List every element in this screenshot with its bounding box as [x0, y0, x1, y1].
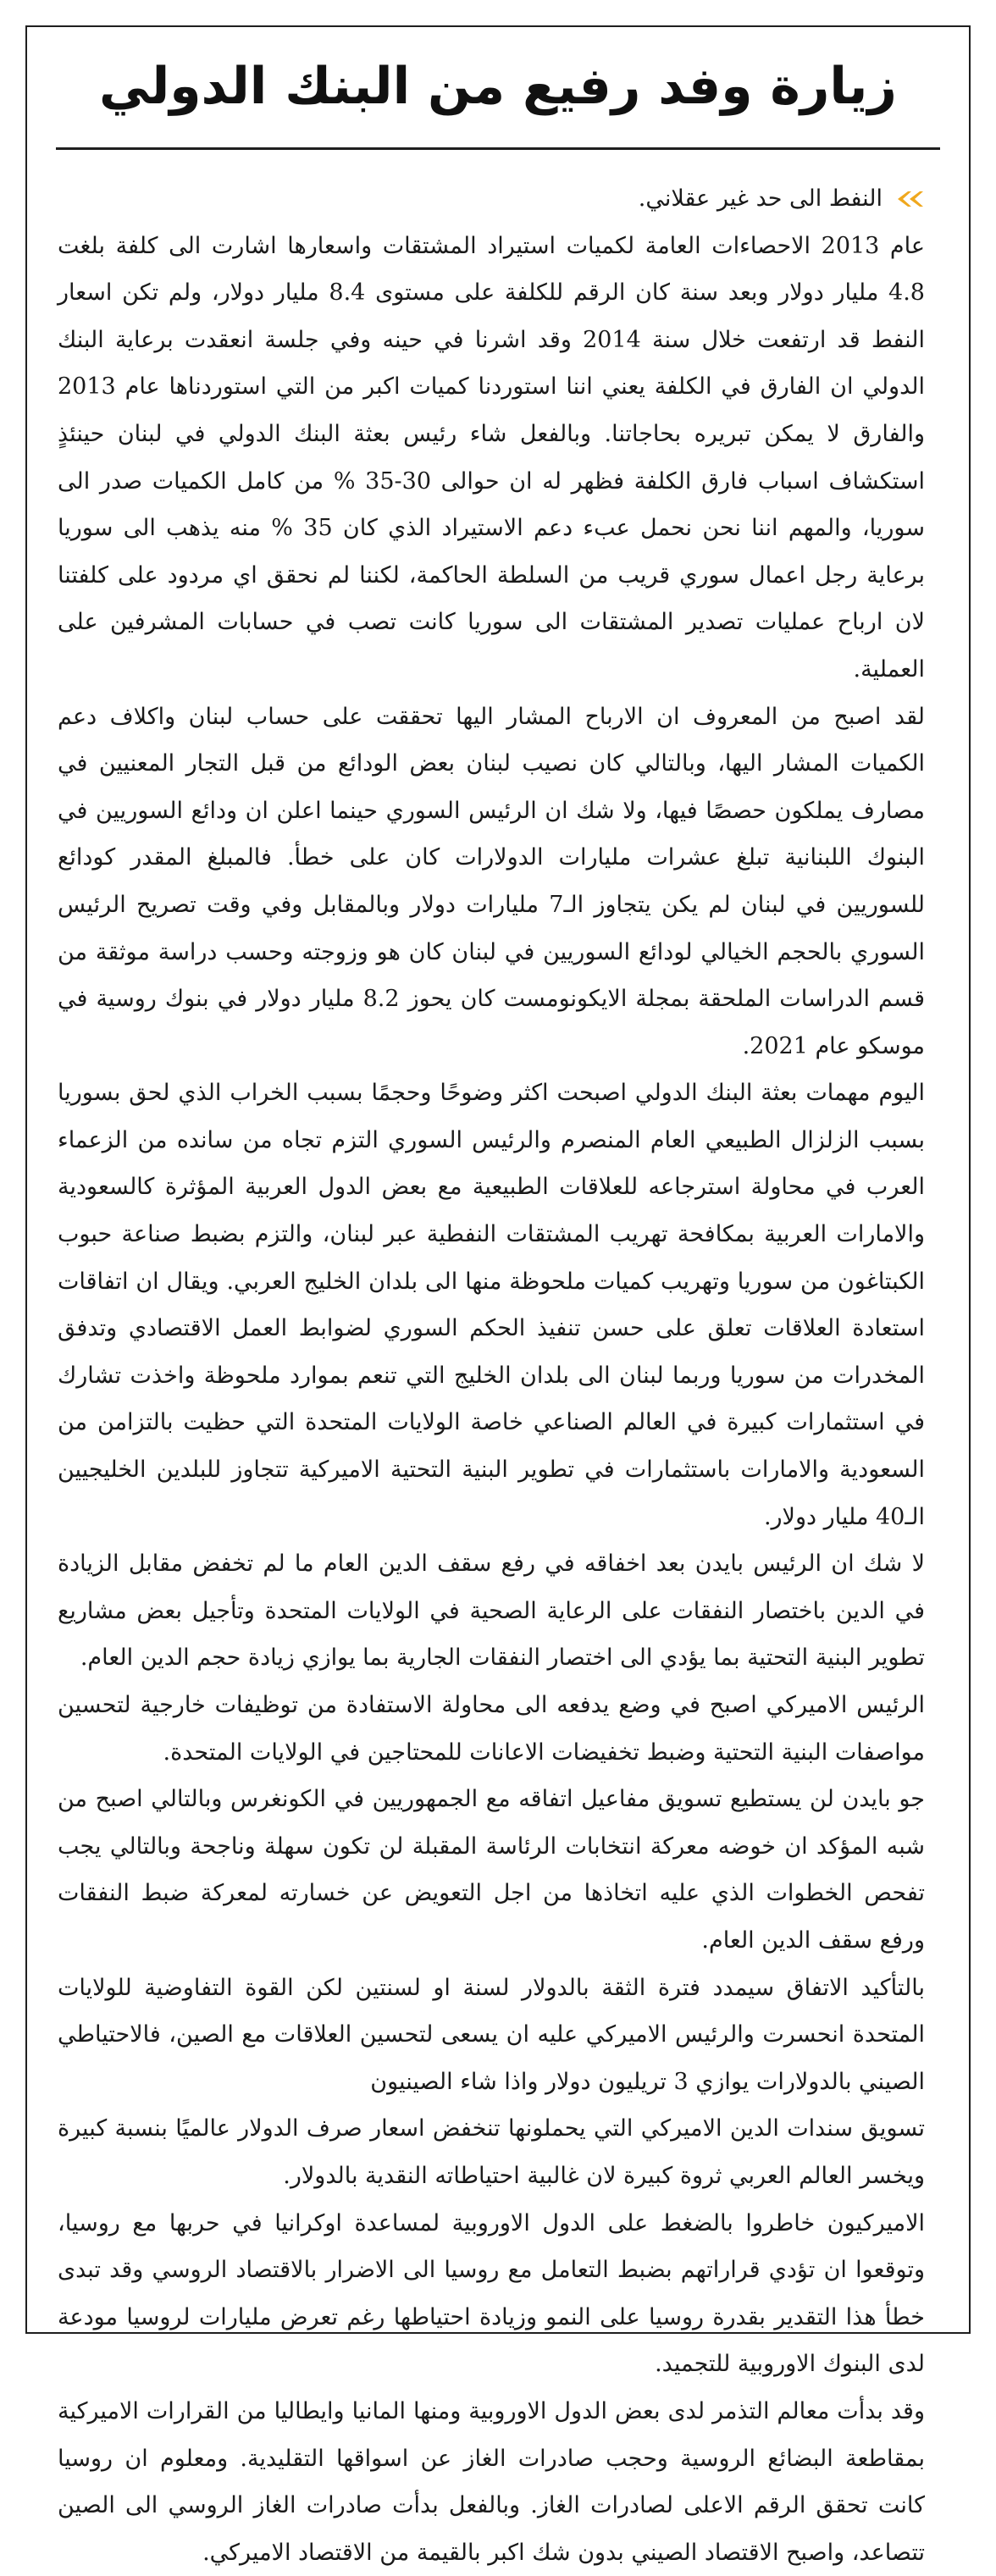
paragraph-6: جو بايدن لن يستطيع تسويق مفاعيل اتفاقه مع الجمهوريين في الكونغرس وبالتالي اصبح من شبه المؤكد ان خوضه معركة انتخابات الرئاسة المقبلة لن تكون سهلة وناجحة وبالتالي يجب تفحص الخطوات الذي عليه اتخاذها من اجل التعويض عن خسارته لمعركة ضبط النفقات ورفع سقف الدين العام. — [58, 1786, 925, 1954]
paragraph-4: لا شك ان الرئيس بايدن بعد اخفاقه في رفع سقف الدين العام ما لم تخفض مقابل الزيادة في الدين باختصار النفقات على الرعاية الصحية في الولايات المتحدة وتأجيل بعض مشاريع تطوير البنية التحتية بما يؤدي الى اختصار النفقات الجارية بما يوازي زيادة حجم الدين العام. — [58, 1551, 925, 1672]
title-divider — [56, 147, 940, 150]
paragraph-3: اليوم مهمات بعثة البنك الدولي اصبحت اكثر وضوحًا وحجمًا بسبب الخراب الذي لحق بسوريا بسبب الزلزال الطبيعي العام المنصرم والرئيس السوري التزم تجاه من سانده من الزعماء العرب في محاولة استرجاعه للعلاقات الطبيعية مع بعض الدول العربية المؤثرة كالسعودية والامارات العربية بمكافحة تهريب المشتقات النفطية عبر لبنان، والتزم بضبط صناعة حبوب الكبتاغون من سوريا وتهريب كميات ملحوظة منها الى بلدان الخليج العربي. ويقال ان اتفاقات استعادة العلاقات تعلق على حسن تنفيذ الحكم السوري لضوابط العمل الاقتصادي وتدفق المخدرات من سوريا وربما لبنان الى بلدان الخليج التي تنعم بموارد ملحوظة واخذت تشارك في استثمارات كبيرة في العالم الصناعي خاصة الولايات المتحدة التي حظيت بالتزامن من السعودية والامارات باستثمارات في تطوير البنية التحتية الاميركية تتجاوز للبلدين الخليجيين الـ40 مليار دولار. — [58, 1080, 925, 1530]
paragraph-1: عام 2013 الاحصاءات العامة لكميات استيراد المشتقات واسعارها اشارت الى كلفة بلغت 4.8 مليار دولار وبعد سنة كان الرقم للكلفة على مستوى 8.4 مليار دولار، ولم تكن اسعار النفط قد ارتفعت خلال سنة 2014 وقد اشرنا في حينه وفي جلسة انعقدت برعاية البنك الدولي ان الفارق في الكلفة يعني اننا استوردنا كميات اكبر من التي استوردناها عام 2013 والفارق لا يمكن تبريره بحاجاتنا. وبالفعل شاء رئيس بعثة البنك الدولي في لبنان حينئذٍ استكشاف اسباب فارق الكلفة فظهر له ان حوالى 30-35 % من كامل الكميات صدر الى سوريا، والمهم اننا نحن نحمل عبء دعم الاستيراد الذي كان 35 % منه يذهب الى سوريا برعاية رجل اعمال سوري قريب من السلطة الحاكمة، لكننا لم نحقق اي مردود على كلفتنا لان ارباح عمليات تصدير المشتقات الى سوريا كانت تصب في حسابات المشرفين على العملية. — [58, 232, 926, 683]
paragraph-7: بالتأكيد الاتفاق سيمدد فترة الثقة بالدولار لسنة او لسنتين لكن القوة التفاوضية للولايات المتحدة انحسرت والرئيس الاميركي عليه ان يسعى لتحسين العلاقات مع الصين، فالاحتياطي الصيني بالدولارات يوازي 3 تريليون دولار واذا شاء الصينيون — [58, 1974, 925, 2095]
paragraph-10: وقد بدأت معالم التذمر لدى بعض الدول الاوروبية ومنها المانيا وايطاليا من القرارات الاميركية بمقاطعة البضائع الروسية وحجب صادرات الغاز عن اسواقها التقليدية. ومعلوم ان روسيا كانت تحقق الرقم الاعلى لصادرات الغاز. وبالفعل بدأت صادرات الغاز الروسي الى الصين تتصاعد، واصبح الاقتصاد الصيني بدون شك اكبر بالقيمة من الاقتصاد الاميركي. — [58, 2397, 925, 2566]
article-body — [27, 175, 969, 2576]
paragraph-2: لقد اصبح من المعروف ان الارباح المشار اليها تحققت على حساب لبنان واكلاف دعم الكميات المشار اليها، وبالتالي كان نصيب لبنان بعض الودائع من قبل التجار المعنيين في مصارف يملكون حصصًا فيها، ولا شك ان الرئيس السوري حينما اعلن ان ودائع السوريين في البنوك اللبنانية تبلغ عشرات مليارات الدولارات كان على خطأ. فالمبلغ المقدر كودائع للسوريين في لبنان لم يكن يتجاوز الـ7 مليارات دولار وبالمقابل وفي وقت تصريح الرئيس السوري بالحجم الخيالي لودائع السوريين في لبنان كان هو وزوجته وحسب دراسة موثقة من قسم الدراسات الملحقة بمجلة الايكونومست كان يحوز 8.2 مليار دولار في بنوك روسية في موسكو عام 2021. — [58, 703, 925, 1059]
headline: زيارة وفد رفيع من البنك الدولي — [99, 57, 897, 116]
article-frame — [25, 25, 971, 2566]
double-chevron-left-icon — [893, 190, 925, 208]
paragraph-5: الرئيس الاميركي اصبح في وضع يدفعه الى محاولة الاستفادة من توظيفات خارجية لتحسين مواصفات البنية التحتية وضبط تخفيضات الاعانات للمحتاجين في الولايات المتحدة. — [58, 1692, 925, 1766]
lead-text: النفط الى حد غير عقلاني. — [638, 185, 883, 212]
lead-line — [58, 175, 925, 223]
paragraph-9: الاميركيون خاطروا بالضغط على الدول الاوروبية لمساعدة اوكرانيا في حربها مع روسيا، وتوقعوا ان تؤدي قراراتهم بضبط التعامل مع روسيا الى الاضرار بالاقتصاد الروسي وقد تبدى خطأ هذا التقدير بقدرة روسيا على النمو وزيادة احتياطها رغم تعرض مليارات لروسيا مودعة لدى البنوك الاوروبية للتجميد. — [58, 2209, 925, 2378]
paragraph-8: تسويق سندات الدين الاميركي التي يحملونها تنخفض اسعار صرف الدولار عالميًا بنسبة كبيرة ويخسر العالم العربي ثروة كبيرة لان غالبية احتياطاته النقدية بالدولار. — [58, 2115, 925, 2189]
